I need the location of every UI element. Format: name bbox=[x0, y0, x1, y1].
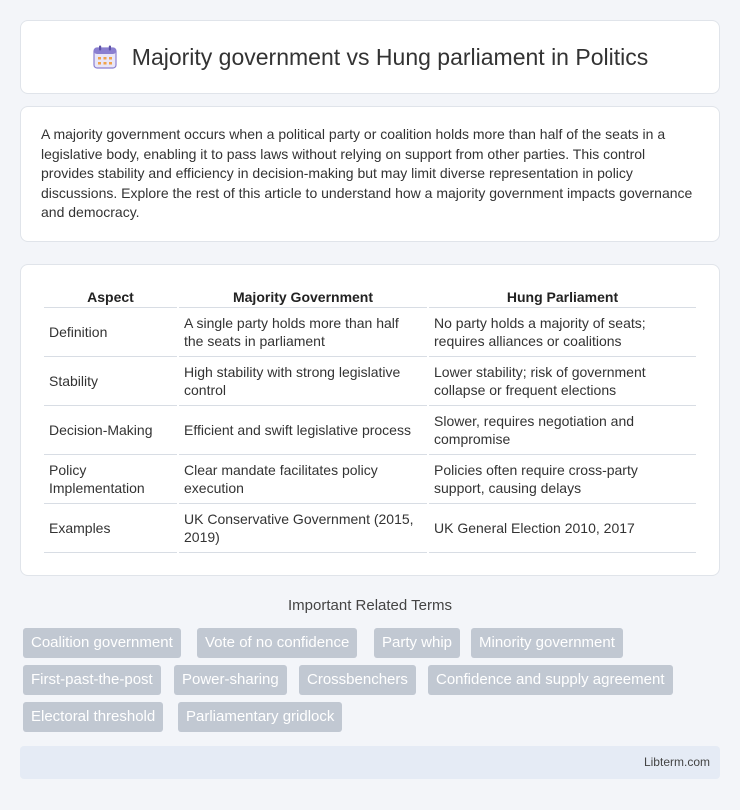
related-term-tag[interactable]: Coalition government bbox=[23, 628, 181, 658]
table-row bbox=[44, 357, 696, 406]
table-cell: Stability bbox=[44, 357, 177, 406]
table-header-aspect: Aspect bbox=[44, 285, 177, 308]
related-term-tag[interactable]: Parliamentary gridlock bbox=[178, 702, 342, 732]
table-cell: High stability with strong legislative control bbox=[179, 357, 427, 406]
table-cell: Slower, requires negotiation and compromise bbox=[429, 406, 696, 455]
table-cell: Policies often require cross-party support, causing delays bbox=[429, 455, 696, 504]
table-row bbox=[44, 308, 696, 357]
footer bbox=[20, 746, 720, 779]
table-header-hung: Hung Parliament bbox=[429, 285, 696, 308]
table-cell: Efficient and swift legislative process bbox=[179, 406, 427, 455]
table-row bbox=[44, 455, 696, 504]
related-term-tag[interactable]: Vote of no confidence bbox=[197, 628, 357, 658]
table-cell: Examples bbox=[44, 504, 177, 553]
title-wrap bbox=[92, 44, 648, 71]
page-title: Majority government vs Hung parliament in Politics bbox=[131, 43, 649, 70]
related-terms-title: Important Related Terms bbox=[288, 597, 452, 614]
related-term-tag[interactable]: Confidence and supply agreement bbox=[428, 665, 673, 695]
related-term-tag[interactable]: Power-sharing bbox=[174, 665, 287, 695]
related-term-tag[interactable]: Minority government bbox=[471, 628, 623, 658]
table-cell: A single party holds more than half the seats in parliament bbox=[179, 308, 427, 357]
table-cell: Decision-Making bbox=[44, 406, 177, 455]
related-term-tag[interactable]: Party whip bbox=[374, 628, 460, 658]
comparison-table bbox=[42, 285, 698, 553]
table-cell: UK General Election 2010, 2017 bbox=[429, 504, 696, 553]
table-cell: No party holds a majority of seats; requires alliances or coalitions bbox=[429, 308, 696, 357]
table-cell: Lower stability; risk of government collapse or frequent elections bbox=[429, 357, 696, 406]
table-header-majority: Majority Government bbox=[179, 285, 427, 308]
table-cell: Policy Implementation bbox=[44, 455, 177, 504]
footer-site-link[interactable]: Libterm.com bbox=[643, 755, 710, 769]
title-card bbox=[20, 20, 720, 94]
related-term-tag[interactable]: First-past-the-post bbox=[23, 665, 161, 695]
related-term-tag[interactable]: Electoral threshold bbox=[23, 702, 163, 732]
table-row bbox=[44, 504, 696, 553]
table-cell: UK Conservative Government (2015, 2019) bbox=[179, 504, 427, 553]
table-cell: Definition bbox=[44, 308, 177, 357]
intro-card bbox=[20, 106, 720, 242]
comparison-table-card bbox=[20, 264, 720, 576]
intro-paragraph: A majority government occurs when a political party or coalition holds more than half of the seats in a legislative body, enabling it to pass laws without relying on support from other parties. This control provides stability and efficiency in decision-making but may limit diverse representation in policy discussions. Explore the rest of this article to understand how a majority government impacts governance and democracy. bbox=[41, 126, 693, 221]
table-cell: Clear mandate facilitates policy execution bbox=[179, 455, 427, 504]
table-header-row bbox=[44, 285, 696, 308]
calendar-icon bbox=[92, 44, 118, 70]
related-term-tag[interactable]: Crossbenchers bbox=[299, 665, 416, 695]
table-row bbox=[44, 406, 696, 455]
